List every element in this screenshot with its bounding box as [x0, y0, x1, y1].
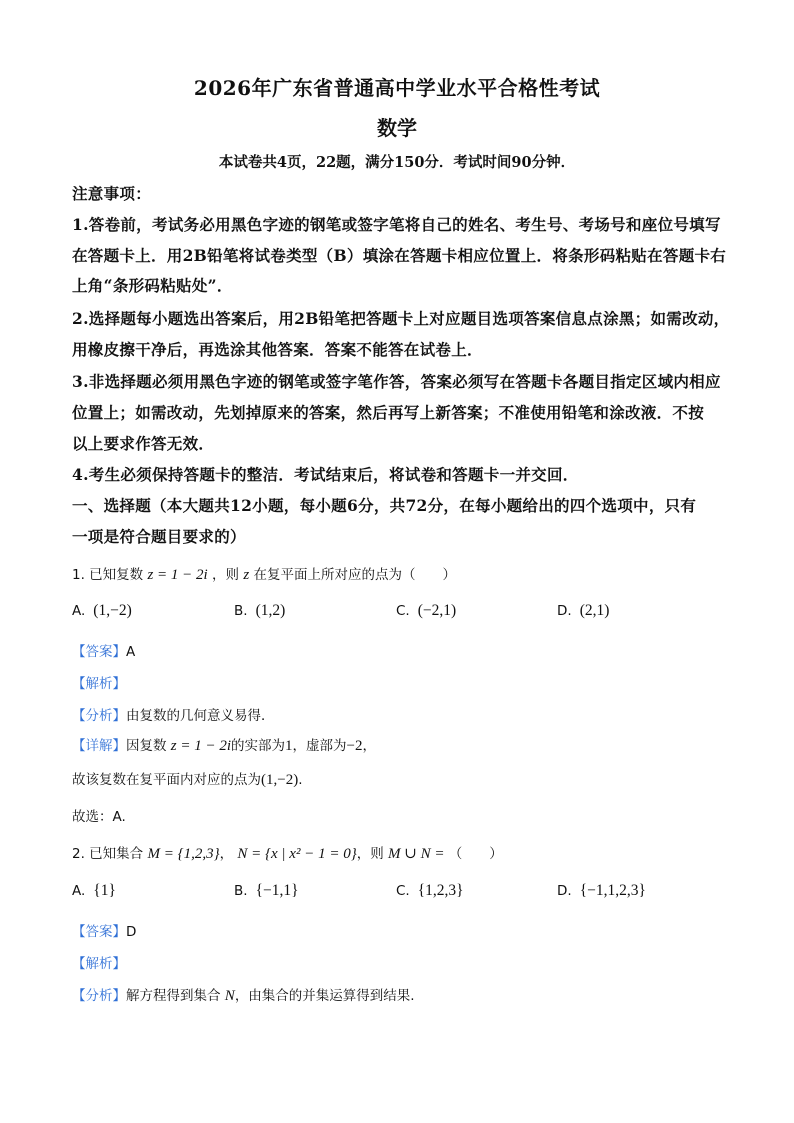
option-label: D. — [557, 883, 572, 899]
subject-title: 数学 — [377, 116, 417, 140]
exam-title: 2026年广东省普通高中学业水平合格性考试 — [193, 76, 601, 100]
question-1-stem — [72, 563, 456, 584]
option-label: C. — [396, 883, 410, 899]
imag-part: −2 — [346, 738, 363, 754]
answer-value: A — [126, 644, 136, 660]
xiangjie-expression: z = 1 − 2i — [170, 738, 232, 754]
q2-mid: ，则 — [356, 846, 384, 862]
option-value: {1} — [93, 882, 116, 899]
q1-option-a — [72, 602, 132, 620]
q2-option-d — [557, 882, 646, 900]
q1-option-c — [396, 602, 456, 620]
q1-suffix: 在复平面上所对应的点为（ ） — [253, 567, 456, 583]
q2-set-n: N = {x | x² − 1 = 0} — [237, 846, 357, 862]
q1-variable: z — [243, 567, 250, 583]
fenxi-end: ，由集合的并集运算得到结果. — [234, 988, 415, 1004]
conclusion-end: . — [298, 772, 303, 788]
conclusion-point: (1,−2) — [261, 772, 299, 788]
q1-conclusion — [72, 768, 303, 789]
analysis-tag: 【解析】 — [72, 676, 126, 692]
notice-line: 位置上；如需改动，先划掉原来的答案，然后再写上新答案；不准使用铅笔和涂改液．不按 — [72, 403, 705, 422]
real-part: 1 — [285, 738, 293, 754]
q2-option-c — [396, 882, 464, 900]
notice-line: 用橡皮擦干净后，再选涂其他答案．答案不能答在试卷上． — [72, 340, 483, 359]
option-value: {1,2,3} — [417, 882, 464, 899]
conclusion-text: 故该复数在复平面内对应的点为 — [72, 772, 261, 788]
section-heading-cont: 一项是符合题目要求的） — [72, 527, 246, 546]
fenxi-text: 由复数的几何意义易得． — [126, 708, 275, 724]
option-label: A. — [72, 603, 86, 619]
answer-value: D — [126, 924, 137, 940]
answer-tag: 【答案】 — [72, 644, 126, 660]
q2-fenxi — [72, 984, 415, 1005]
fenxi-variable: N — [224, 988, 235, 1004]
option-label: D. — [557, 603, 572, 619]
analysis-tag: 【解析】 — [72, 956, 126, 972]
option-value: {−1,1,2,3} — [579, 882, 646, 899]
q1-xiangjie — [72, 734, 376, 755]
fenxi-tag: 【分析】 — [72, 708, 126, 724]
q2-union: M ∪ N = — [388, 846, 445, 862]
xiangjie-pre: 因复数 — [126, 738, 167, 754]
option-value: (−2,1) — [417, 602, 457, 619]
notice-line: 2.选择题每小题选出答案后，用2B铅笔把答题卡上对应题目选项答案信息点涂黑；如需改动， — [72, 309, 730, 328]
q2-set-m: M = {1,2,3} — [147, 846, 220, 862]
xiangjie-tag: 【详解】 — [72, 738, 126, 754]
q1-analysis-heading — [72, 672, 126, 692]
option-value: (1,−2) — [93, 602, 132, 619]
section-heading: 一、选择题（本大题共12小题，每小题6分，共72分，在每小题给出的四个选项中，只有 — [72, 496, 697, 515]
notice-line: 4.考生必须保持答题卡的整洁．考试结束后，将试卷和答题卡一并交回． — [72, 465, 579, 484]
q2-suffix: （ ） — [448, 846, 503, 862]
q2-answer — [72, 920, 136, 940]
question-2-stem — [72, 842, 503, 863]
answer-tag: 【答案】 — [72, 924, 126, 940]
option-value: (2,1) — [579, 602, 610, 619]
q2-option-b — [234, 882, 299, 900]
notice-line: 上角“条形码粘贴处”． — [72, 276, 233, 295]
q1-prefix: 1. 已知复数 — [72, 567, 144, 583]
q1-answer — [72, 640, 135, 660]
option-value: {−1,1} — [255, 882, 299, 899]
option-label: C. — [396, 603, 410, 619]
q2-analysis-heading — [72, 952, 126, 972]
notice-line: 3.非选择题必须用黑色字迹的钢笔或签字笔作答，答案必须写在答题卡各题目指定区域内相应 — [72, 372, 721, 391]
notice-heading: 注意事项： — [72, 184, 152, 203]
notice-line: 以上要求作答无效． — [72, 434, 215, 453]
q1-choose: 故选：A. — [72, 809, 126, 825]
notice-line: 1.答卷前，考试务必用黑色字迹的钢笔或签字笔将自己的姓名、考生号、考场号和座位号填写 — [72, 215, 721, 234]
xiangjie-mid: 的实部为 — [231, 738, 286, 754]
q2-prefix: 2. 已知集合 — [72, 846, 144, 862]
fenxi-pre: 解方程得到集合 — [126, 988, 221, 1004]
q1-fenxi — [72, 704, 275, 724]
q1-option-d — [557, 602, 609, 620]
fenxi-tag: 【分析】 — [72, 988, 126, 1004]
option-label: B. — [234, 883, 248, 899]
q2-comma: ， — [219, 846, 234, 862]
exam-info: 本试卷共4页，22题，满分150分．考试时间90分钟． — [218, 154, 576, 171]
option-value: (1,2) — [255, 602, 286, 619]
q1-expression: z = 1 − 2i — [147, 567, 208, 583]
q1-mid: ，则 — [212, 567, 240, 583]
notice-line: 在答题卡上．用2B铅笔将试卷类型（B）填涂在答题卡相应位置上．将条形码粘贴在答题卡右 — [72, 246, 727, 265]
q2-option-a — [72, 882, 116, 900]
xiangjie-mid2: ，虚部为 — [292, 738, 347, 754]
option-label: B. — [234, 603, 248, 619]
xiangjie-end: ， — [362, 738, 377, 754]
option-label: A. — [72, 883, 86, 899]
q1-option-b — [234, 602, 285, 620]
